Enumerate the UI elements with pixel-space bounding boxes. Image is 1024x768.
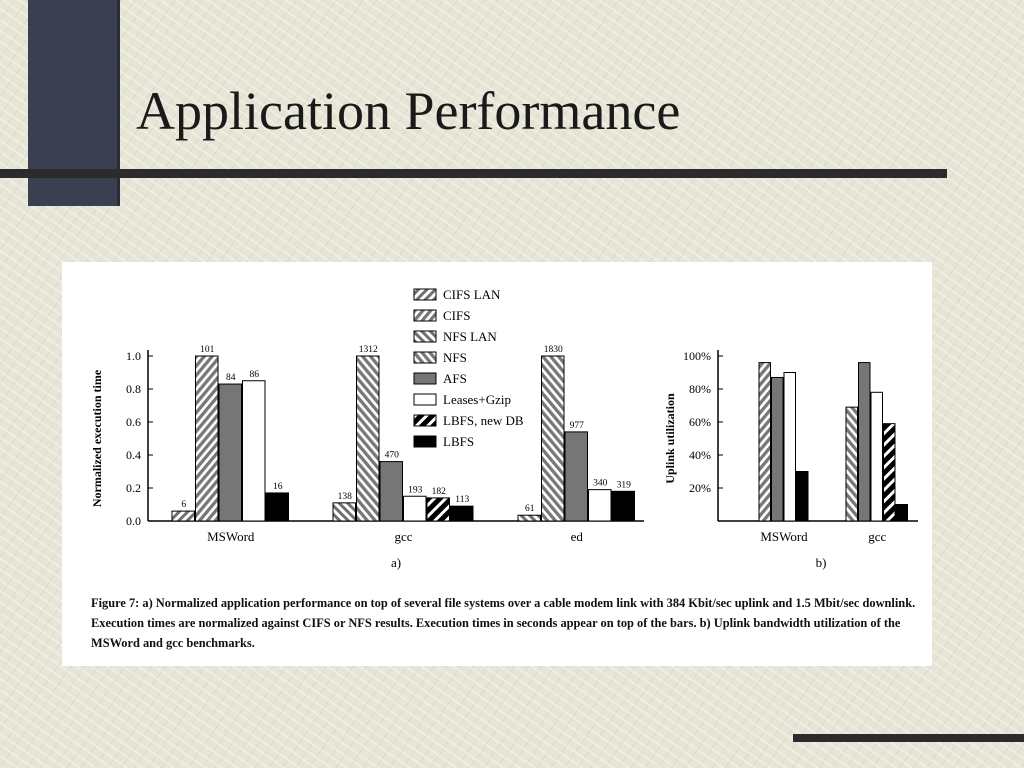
legend-label-lbfs-new-db: LBFS, new DB	[443, 413, 524, 428]
chart-b-y-axis-label: Uplink utilization	[663, 393, 677, 484]
chart-a-bar-gcc-lbfs-new-db	[427, 498, 450, 521]
legend-swatch-afs	[414, 373, 436, 384]
chart-b-y-tick-label: 80%	[689, 382, 711, 396]
chart-b-sublabel: b)	[815, 555, 827, 570]
chart-a-data-label: 101	[200, 345, 215, 355]
legend-label-nfs: NFS	[443, 350, 467, 365]
chart-a-data-label: 470	[384, 450, 399, 461]
chart-a-bar-msword-lbfs	[266, 493, 289, 521]
legend-swatch-nfs-lan	[414, 331, 436, 342]
figure-caption: Figure 7: a) Normalized application performance on top of several file systems over a cable modem link with 384 Kbit/sec uplink and 1.5 Mbit/sec downlink. Execution times are normalized against CIFS or NFS results. Execution times in seconds appear on top of the bars. b) Uplink bandwidth utilization of the MSWord and gcc benchmarks.	[91, 596, 916, 650]
chart-a-bar-msword-leases-gzip	[243, 381, 266, 521]
chart-a-data-label: 86	[249, 369, 259, 380]
chart-a-data-label: 977	[569, 420, 584, 431]
chart-b-bar-gcc-afs	[859, 363, 871, 521]
chart-b-bar-gcc-lbfs-new-db	[884, 424, 896, 521]
chart-b-category-label: gcc	[868, 529, 887, 544]
chart-a-bar-gcc-afs	[380, 462, 403, 521]
legend-swatch-cifs-lan	[414, 289, 436, 300]
chart-a-bar-ed-nfs-lan	[518, 515, 541, 521]
chart-b-y-tick-label: 100%	[683, 349, 711, 363]
chart-a-data-label: 138	[337, 491, 352, 502]
chart-a-y-tick-label: 0.4	[126, 448, 141, 462]
chart-a-sublabel: a)	[390, 555, 402, 570]
chart-a-category-label: gcc	[394, 529, 413, 544]
chart-a-bar-ed-leases-gzip	[589, 490, 612, 521]
chart-a-y-axis-label: Normalized execution time	[90, 369, 104, 508]
chart-a-data-label: 16	[273, 481, 283, 492]
chart-a-bar-gcc-leases-gzip	[404, 496, 427, 521]
chart-a-bar-msword-cifs	[196, 356, 219, 521]
chart-a-bar-ed-lbfs	[612, 491, 635, 521]
chart-a-y-tick-label: 0.6	[126, 415, 141, 429]
chart-a-data-label: 340	[593, 478, 608, 489]
figure-panel	[62, 262, 932, 666]
chart-a-data-label: 1830	[543, 345, 563, 355]
chart-b-bar-msword-lbfs	[797, 472, 809, 522]
chart-a-y-tick-label: 0.8	[126, 382, 141, 396]
chart-a-data-label: 6	[181, 500, 187, 511]
chart-a-y-tick-label: 0.2	[126, 481, 141, 495]
legend-label-afs: AFS	[443, 371, 467, 386]
chart-a-data-label: 1312	[358, 345, 378, 355]
slide-title: Application Performance	[136, 81, 681, 141]
chart-b-bar-gcc-lbfs	[896, 505, 908, 522]
chart-b-bar-msword-cifs	[759, 363, 771, 521]
chart-a-bar-msword-afs	[219, 384, 242, 521]
chart-a-y-tick-label: 0.0	[126, 514, 141, 528]
legend-label-cifs: CIFS	[443, 308, 471, 323]
legend-label-nfs-lan: NFS LAN	[443, 329, 497, 344]
legend-swatch-cifs	[414, 310, 436, 321]
chart-a-data-label: 84	[226, 373, 236, 384]
chart-a-data-label: 113	[455, 495, 470, 506]
title-rule	[0, 169, 947, 178]
chart-a-bar-ed-nfs	[542, 356, 565, 521]
chart-a-bar-gcc-nfs	[357, 356, 380, 521]
legend-label-lbfs: LBFS	[443, 434, 475, 449]
figure-charts	[62, 262, 932, 592]
chart-b-bar-gcc-nfs	[846, 407, 858, 521]
chart-a-bar-ed-afs	[565, 432, 588, 521]
legend-swatch-lbfs	[414, 436, 436, 447]
chart-b-bar-msword-afs	[772, 377, 784, 521]
chart-a-bar-gcc-lbfs	[451, 506, 474, 521]
chart-a-category-label: MSWord	[207, 529, 255, 544]
legend-swatch-lbfs-new-db	[414, 415, 436, 426]
chart-b-y-tick-label: 20%	[689, 481, 711, 495]
legend-label-cifs-lan: CIFS LAN	[443, 287, 501, 302]
chart-b-bar-msword-leases-gzip	[784, 373, 796, 522]
chart-a-y-tick-label: 1.0	[126, 349, 141, 363]
chart-a-data-label: 319	[616, 480, 631, 491]
chart-a-data-label: 61	[525, 504, 535, 515]
footer-rule	[793, 734, 1024, 742]
legend-swatch-nfs	[414, 352, 436, 363]
chart-b-y-tick-label: 40%	[689, 448, 711, 462]
chart-a-data-label: 182	[431, 486, 446, 497]
chart-a-data-label: 193	[408, 485, 423, 496]
chart-b-category-label: MSWord	[760, 529, 808, 544]
chart-a-category-label: ed	[570, 529, 583, 544]
chart-a-bar-msword-cifs-lan	[172, 511, 195, 521]
chart-b-bar-gcc-leases-gzip	[871, 392, 883, 521]
legend-label-leases-gzip: Leases+Gzip	[443, 392, 511, 407]
chart-a-bar-gcc-nfs-lan	[333, 503, 356, 521]
chart-b-y-tick-label: 60%	[689, 415, 711, 429]
legend-swatch-leases-gzip	[414, 394, 436, 405]
